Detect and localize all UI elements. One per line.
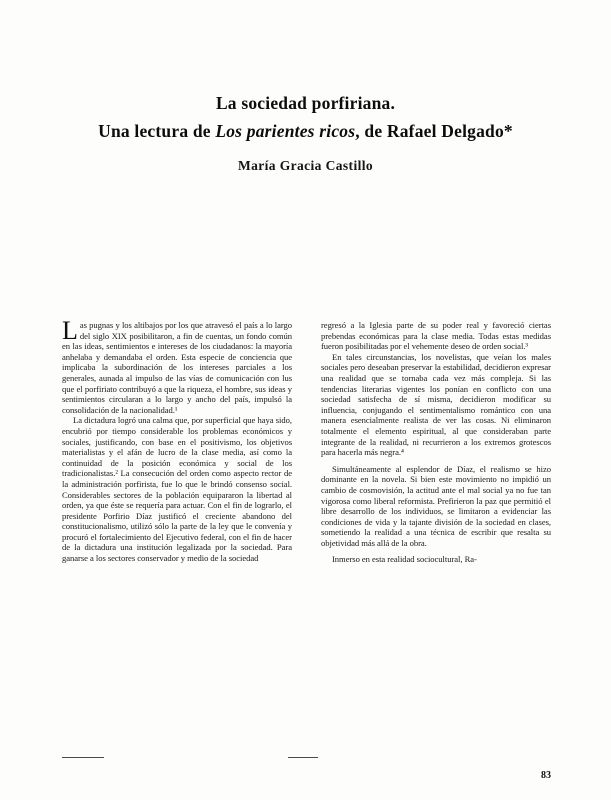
title-line-1: La sociedad porfiriana.	[215, 93, 396, 113]
paragraph	[321, 320, 551, 352]
footnote-rule-right	[288, 757, 318, 758]
column-right	[321, 320, 551, 565]
paragraph-text: regresó a la Iglesia parte de su poder real y favoreció ciertas prebendas económicas para la clase media. Todas estas medidas fueron posibilitadas por el vehemente deseo de orden social.³	[321, 320, 551, 352]
title-line-2	[60, 120, 551, 144]
paragraph	[321, 554, 551, 565]
paragraph	[62, 316, 292, 415]
paragraph	[62, 415, 292, 563]
paragraph-text: En tales circunstancias, los novelistas, que veían los males sociales pero deseaban preservar la estabilidad, decidieron expresar una realidad que se tornaba cada vez más compleja. Si las tendencias literarias vigentes los ponían en conflicto con una sociedad satisfecha de sí misma, decidieron modificar su influencia, conjugando el sentimentalismo romántico con una manera esencialmente realista de ver las cosas. Ni eliminaron totalmente el elemento espiritual, al que consideraban parte integrante de la realidad, ni recurrieron a los extremos grotescos para hacerla más negra.⁴	[321, 351, 551, 458]
author-name: María Gracia Castillo	[237, 158, 374, 173]
paragraph-text: as pugnas y los altibajos por los que atravesó el país a lo largo del siglo XIX posibilitaron, a fin de cuentas, un fondo común en las ideas, sentimientos e intereses de los ciudadanos: la mayoría anhelaba y demandaba el orden. Esta especie de conciencia que implicaba la subordinación de los intereses parciales a los generales, aunada al impulso de las vías de comunicación con lus que el porfiriato contribuyó a que la riqueza, el hombre, sus ideas y sentimientos circularan a lo largo y ancho del país, impulsó la consolidación de la nacionalidad.¹	[62, 320, 292, 415]
paragraph	[321, 464, 551, 549]
footnote-rule-left	[62, 757, 104, 758]
paragraph-text: Simultáneamente al esplendor de Díaz, el realismo se hizo dominante en la novela. Si bien este movimiento no impidió un cambio de cosmovisión, la actitud ante el mal social ya no fue tan vigorosa como liberal reformista. Prefirieron la paz que permitió el libre desarrollo de los individuos, se limitaron a evidenciar las condiciones de vida y la tajante división de la sociedad en clases, sometiendo la realidad a una técnica de escribir que resalta su objetividad más allá de la obra.	[321, 463, 551, 548]
title-work-italic: Los parientes ricos	[215, 120, 356, 141]
page-number: 83	[541, 770, 551, 781]
title-suffix: , de Rafael Delgado*	[355, 120, 513, 141]
column-left	[62, 316, 292, 564]
paragraph-text: La dictadura logró una calma que, por superficial que haya sido, encubrió por tiempo considerable los problemas económicos y sociales, justificando, con base en el positivismo, los objetivos materialistas y el afán de lucro de la clase media, así como la continuidad de la posición económica y social de los tradicionalistas.² La consecución del orden como aspecto rector de la administración porfirista, fue lo que le brindó consenso social. Considerables sectores de la población equipararon la libertad al orden, ya que éste se requería para actuar. Con el fin de lograrlo, el presidente Porfirio Díaz justificó el creciente abandono del constitucionalismo, utilizó sólo la parte de la ley que le convenía y procuró el fortalecimiento del Ejecutivo federal, con el fin de hacer de la dictadura una institución legalizada por la sociedad. Para ganarse a los sectores conservador y medio de la sociedad	[62, 415, 292, 564]
title-prefix: Una lectura de	[98, 120, 216, 141]
paragraph-text: Inmerso en esta realidad sociocultural, Ra-	[332, 554, 477, 565]
body-columns	[62, 316, 551, 740]
paragraph	[321, 352, 551, 458]
drop-cap: L	[62, 316, 78, 345]
page-title	[60, 92, 551, 143]
